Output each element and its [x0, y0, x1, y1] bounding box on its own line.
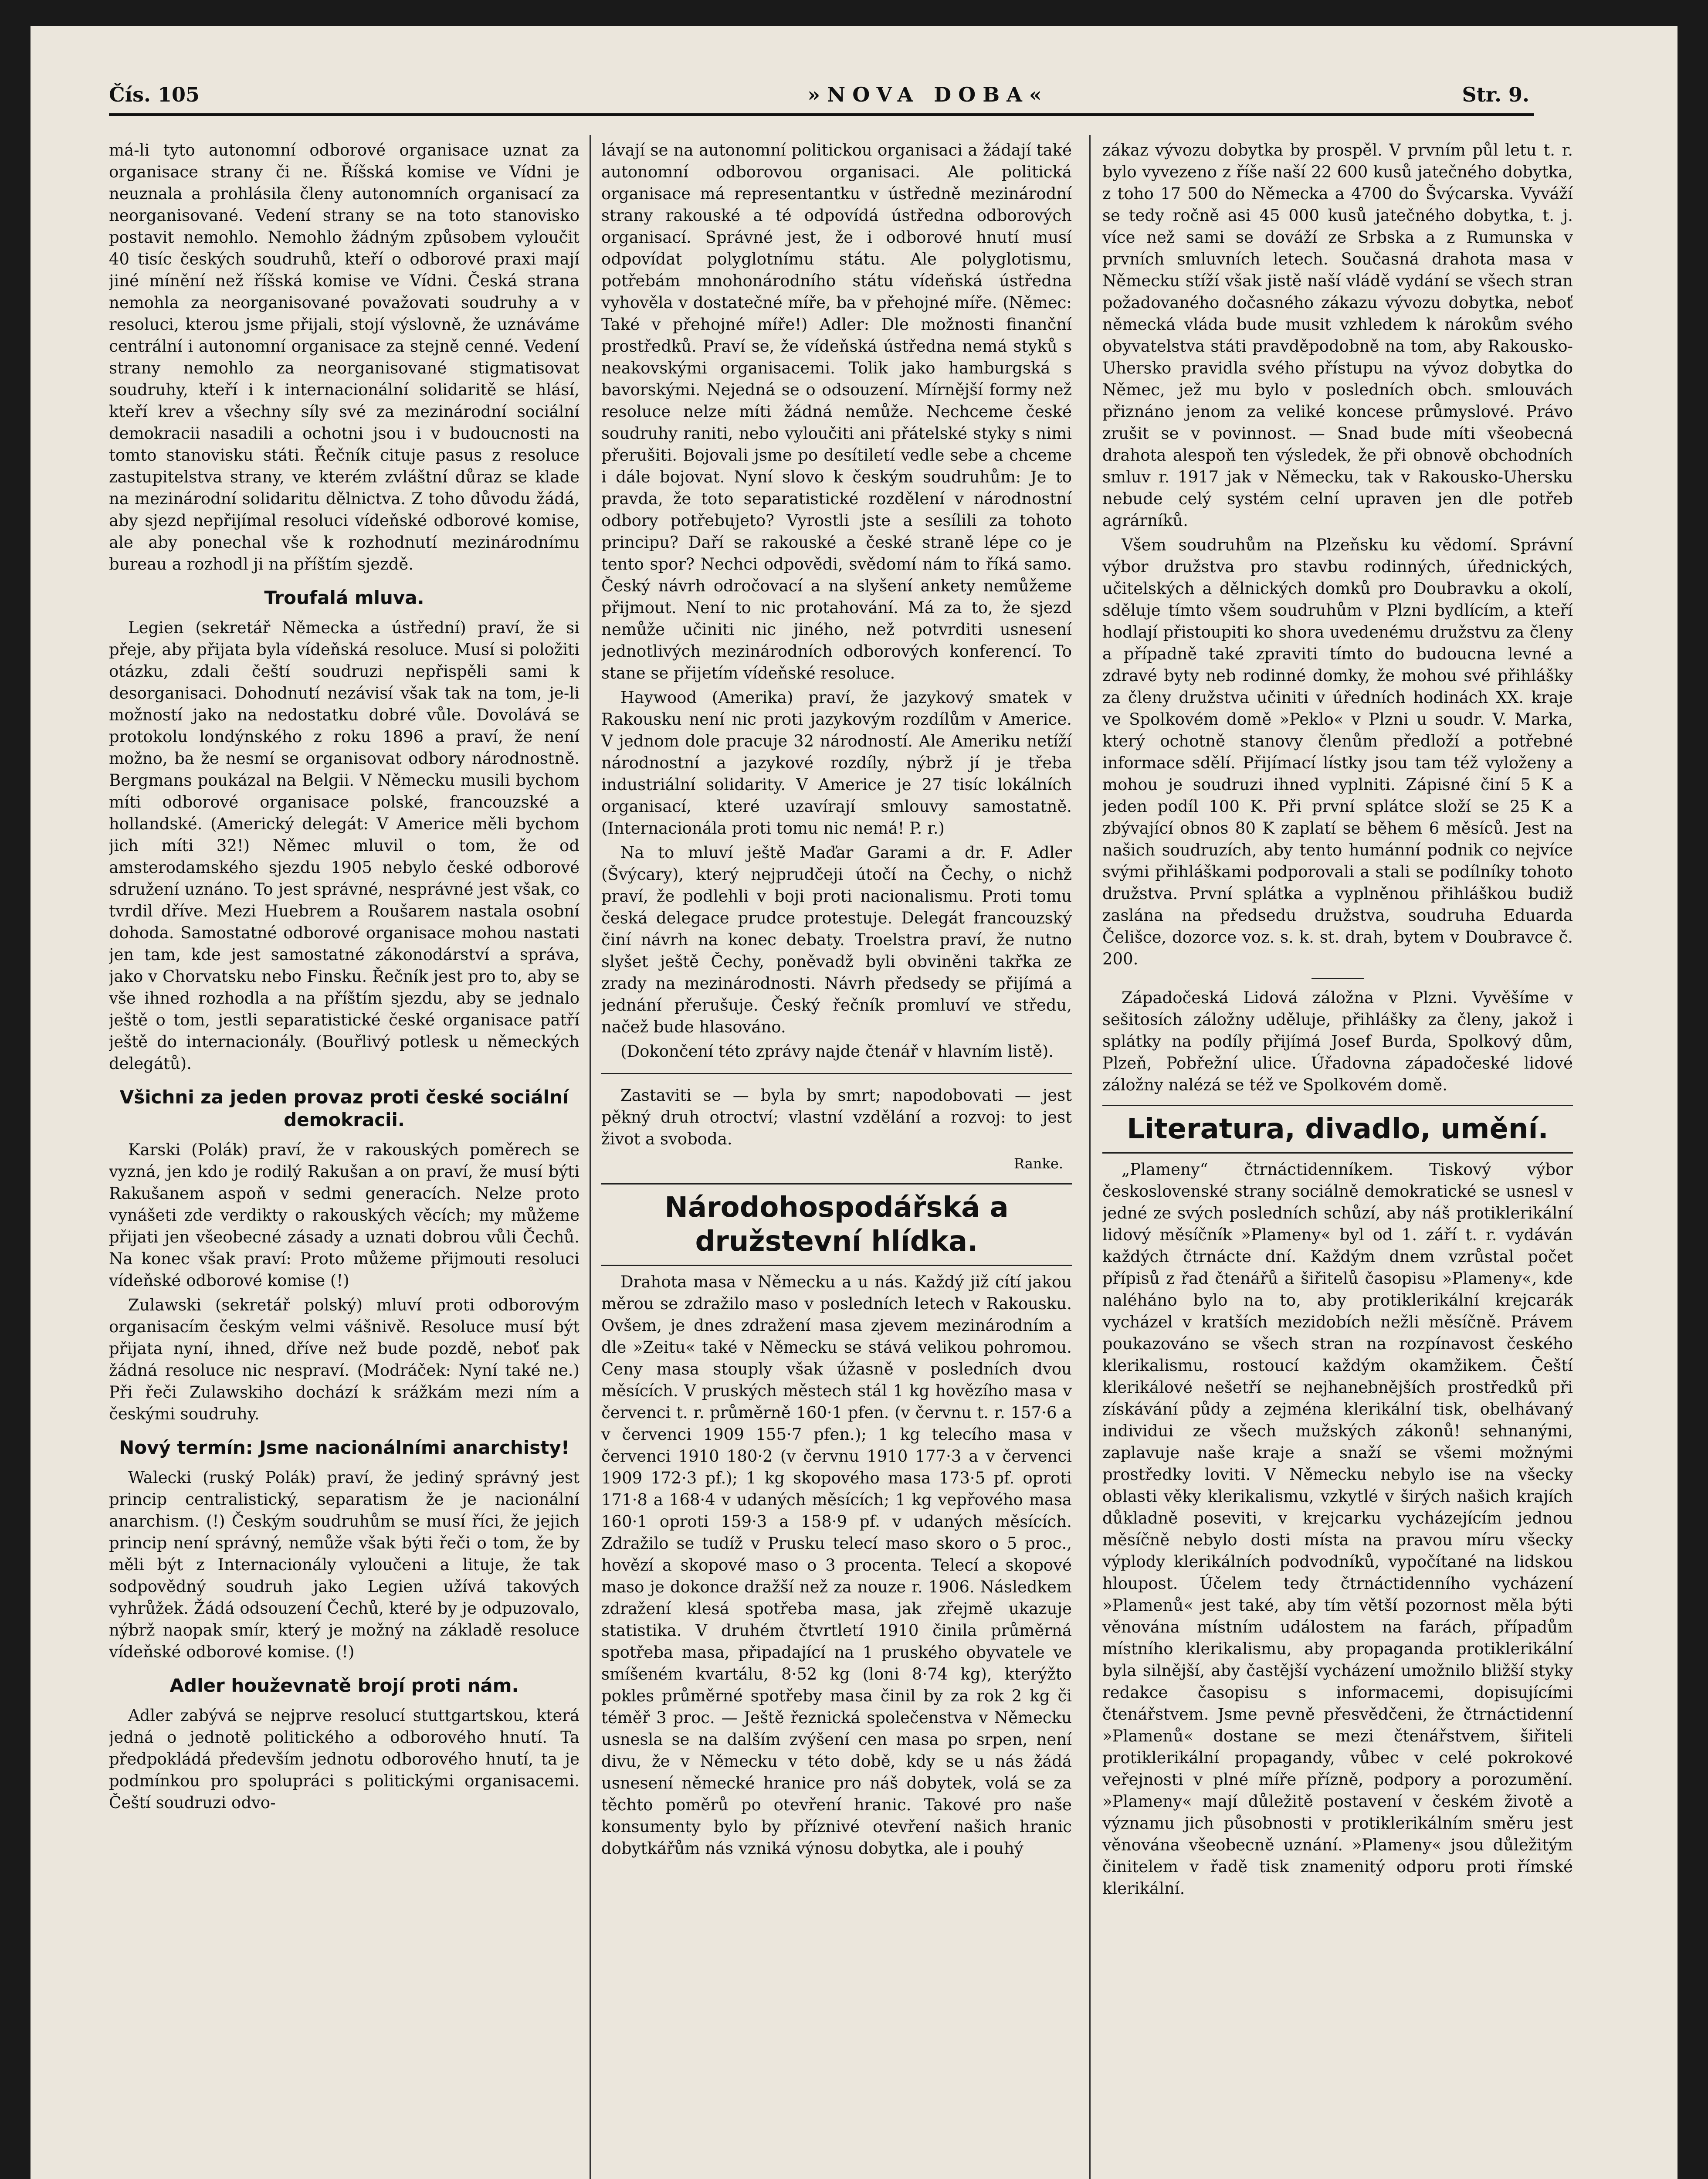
subheading: Všichni za jeden provaz proti české sociální demokracii. — [119, 1086, 569, 1130]
header-rule — [109, 113, 1534, 116]
page-number: Str. 9. — [1462, 83, 1529, 106]
column-2 — [601, 139, 1072, 2179]
column-3 — [1102, 139, 1573, 2179]
column-1 — [109, 139, 580, 2179]
article-paragraph: Legien (sekretář Německa a ústřední) praví, že si přeje, aby přijata byla vídeňská resoluce. Musí si položiti otázku, zdali čeští soudruzi nepřispěli sami k desorganisaci. Dohodnutí nezávisí však tak na tom, je-li možností jako na nedostatku dobré vůle. Dovolává se protokolu londýnského z roku 1896 a praví, že není možno, ba že nesmí se organisovat odbory národnostně. Bergmans poukázal na Belgii. V Německu musili bychom míti odborové organisace polské, francouzské a hollandské. (Americký delegát: V Americe měli bychom jich míti 32!) Němec mluvil o tom, že od amsterodamského sjezdu 1905 nebylo české odborové sdružení uznáno. To jest správné, nesprávné jest však, co tvrdil dříve. Mezi Huebrem a Roušarem nastala osobní dohoda. Samostatné odborové organisace mohou nastati jen tam, kde jest samostatné zákonodárství a správa, jako v Chorvatsku nebo Finsku. Řečník jest pro to, aby se vše ihned rozhodla a na příštím sjezdu, aby se jednalo ještě o tom, jestli separatistické české organisace patří ještě do internacionály. (Bouřlivý potlesk u německých delegátů). — [109, 618, 580, 1073]
article-paragraph: lávají se na autonomní politickou organisaci a žádají také autonomní odborovou organisaci. Ale politická organisace má representantku v ústředně mezinárodní strany rakouské a té odpovídá ústředna odborových organisací. Správné jest, že i odborové hnutí musí odpovídat polyglotnímu státu. Ale polyglotismu, potřebám mnohonárodního státu vídeňská ústředna vyhověla v dostatečné míře, ba v přehojné míře. (Němec: Také v přehojné míře!) Adler: Dle možnosti finanční prostředků. Praví se, že vídeňská ústředna nemá styků s neakovskými organisacemi. Tolik jako hamburgská s bavorskými. Nejedná se o odsouzení. Mírnější formy než resoluce nelze míti žádná nemůže. Nechceme české soudruhy raniti, nebo vyloučiti ani přátelské styky s nimi přerušiti. Bojovali jsme po desítiletí vedle sebe a chceme i dále bojovat. Nyní slovo k českým soudruhům: Je to pravda, že toto separatistické rozdělení v národnostní odbory potřebujeto? Vyrostli jste a sesílili za tohoto principu? Daří se rakouské a české straně lépe co je tento spor? Nechci odpovědi, svědomí nám to říká samo. Český návrh odročovací a na slyšení ankety nemůžeme přijmout. Není to nic protahování. Má za to, že sjezd nemůže učiniti nic jiného, než potvrditi usnesení jednotlivých mezinárodních odborových konferencí. To stane se přijetím vídeňské resoluce. — [601, 141, 1072, 682]
article-paragraph: Na to mluví ještě Maďar Garami a dr. F. Adler (Švýcary), který nejprudčeji útočí na Čechy, o nichž praví, že podlehli v boji proti nacionalismu. Proti tomu česká delegace prudce protestuje. Delegát francouzský činí návrh na konec debaty. Troelstra praví, že nutno slyšet ještě Čechy, poněvadž byli obviněni takřka ze zrady na mezinárodnosti. Návrh předsedy se přijímá a jednání přerušuje. Český řečník promluví ve středu, načež bude hlasováno. — [601, 843, 1072, 1036]
issue-number: Čís. 105 — [109, 83, 200, 106]
quote-author: Ranke. — [1013, 1155, 1063, 1172]
separator — [1312, 978, 1364, 979]
column-divider — [1089, 135, 1091, 2179]
article-paragraph: (Dokončení této zprávy najde čtenář v hlavním listě). — [620, 1042, 1054, 1061]
column-divider — [590, 135, 591, 2179]
article-paragraph: „Plameny“ čtrnáctidenníkem. Tiskový výbor československé strany sociálně demokratické se usnesl v jedné ze svých posledních schůzí, aby náš protiklerikální lidový měsíčník »Plameny« byl od 1. září t. r. vydáván každých čtrnácte dní. Každým dnem vzrůstal počet přípisů z řad čtenářů a šiřitelů časopisu »Plameny«, kde naléháno bylo na to, aby protiklerikální krejcarák vycházel v kratších mezidobích nežli měsíčně. Právem poukazováno se všech stran na rozpínavost českého klerikalismu, rostoucí každým okamžikem. Čeští klerikálové nešetří se nejhanebnějších prostředků při získávání půdy a zejména klerikální tisk, obelhávaný individui ze všech mužských zákonů! sehnanými, zaplavuje naše kraje a snaží se všemi možnými prostředky loviti. V Německu nebylo ise na všecky oblasti věky klerikalismu, vzkytlé v širých našich krajích důkladně poseviti, v krejcarku vycházejícím jednou měsíčně nebylo dosti místa na pravou míru všecky výplody klerikálních podvodníků, vypočítané na lidskou hloupost. Účelem tedy čtrnáctidenního vycházení »Plamenů« jest také, aby tím větší pozornost měla býti věnována místním událostem na farách, případům místního klerikalismu, aby propaganda protiklerikální byla silnější, aby častější vycházení umožnilo bližší styky redakce časopisu s informacemi, dopisujícími čtenářstvem. Jsme pevně přesvědčeni, že čtrnáctidenní »Plamenů« dostane se mezi čtenářstvem, šiřiteli protiklerikální propagandy, vůbec v celé pokrokové veřejnosti v plné míře přízně, podpory a porozumění. »Plameny« mají důležitě postavení v českém životě a významu jich působnosti v protiklerikálním směru jest věnována všeobecně uznání. »Plameny« jsou důležitým činitelem v řadě tisk znamenitý odporu proti římské klerikální. — [1102, 1160, 1573, 1898]
article-paragraph: zákaz vývozu dobytka by prospěl. V prvním půl letu t. r. bylo vyvezeno z říše naší 22 600 kusů jatečného dobytka, z toho 17 500 do Německa a 4700 do Švýcarska. Vyváží se tedy ročně asi 45 000 kusů jatečného dobytka, t. j. více než sami se dováží ze Srbska a z Rumunska v prvních smluvních letech. Současná drahota masa v Německu stíží však jistě naší vládě vydání se všech stran požadovaného dočasného zákazu vývozu dobytka, neboť německá vláda bude musit vzhledem k nárokům svého obyvatelstva státi pravděpodobně na tom, aby Rakousko-Uhersko pravidla svého přístupu na vývoz dobytka do Němec, jež mu bylo v posledních obch. smlouvách přiznáno jenom za veliké koncese průmyslové. Právo zrušit se v povinnost. — Snad bude míti všeobecná drahota alespoň ten výsledek, že při obnově obchodních smluv r. 1917 jak v Německu, tak v Rakousko-Uhersku nebude celý systém celní upraven jen dle potřeb agrárníků. — [1102, 141, 1573, 530]
section-heading: Literatura, divadlo, umění. — [1102, 1105, 1573, 1154]
article-paragraph: Drahota masa v Německu a u nás. Každý již cítí jakou měrou se zdražilo maso v posledních letech v Rakousku. Ovšem, je dnes zdražení masa zjevem mezinárodním a dle »Zeitu« také v Německu se stává velikou pohromou. Ceny masa stouply však úžasně v posledních dvou měsících. V pruských městech stál 1 kg hovězího masa v červenci t. r. průměrně 160·1 pfen. (v červnu t. r. 157·6 a v červenci 1909 155·7 pfen.); 1 kg telecího masa v červenci 1910 180·2 (v červnu 1910 177·3 a v červenci 1909 172·3 pf.); 1 kg skopového masa 173·5 pf. oproti 171·8 a 168·4 v udaných měsících; 1 kg vepřového masa 160·1 oproti 159·3 a 158·9 pf. v udaných měsících. Zdražilo se tudíž v Prusku telecí maso skoro o 5 proc., hovězí a skopové maso o 3 procenta. Telecí a skopové maso je dokonce dražší než za nouze r. 1906. Následkem zdražení klesá spotřeba masa, jak zřejmě ukazuje statistika. V druhém čtvrtletí 1910 činila průměrná spotřeba masa, připadající na 1 pruského obyvatele ve smíšeném kvartálu, 8·52 kg (loni 8·74 kg), kterýžto pokles průměrné spotřeby masa činil by za rok 2 kg či téměř 3 proc. — Ještě řeznická společenstva v Německu usnesla se na dalším zvýšení cen masa po srpen, není divu, že v Německu v této době, kdy se u nás žádá usnesení německé hranice pro náš dobytek, volá se za těchto poměrů po otevření hranic. Takové pro naše konsumenty bylo by příznivé otevření našich hranic dobytkářům nás vzniká výnosu dobytka, ale i pouhý — [601, 1273, 1072, 1858]
subheading: Troufalá mluva. — [264, 587, 424, 608]
article-paragraph: Karski (Polák) praví, že v rakouských poměrech se vyzná, jen kdo je rodilý Rakušan a on praví, že musí býti Rakušanem aspoň v sedmi generacích. Nelze proto vynášeti zde verdikty o rakouských věcích; my můžeme přijati jen všeobecné zásady a uznati dobrou vůli Čechů. Na konec však praví: Proto můžeme přijmouti resoluci vídeňské odborové komise (!) — [109, 1140, 580, 1290]
article-paragraph: Adler zabývá se nejprve resolucí stuttgartskou, která jedná o jednotě politického a odborového hnutí. Ta předpokládá především jednotu odborového hnutí, ta je podmínkou pro spolupráci s politickými organisacemi. Čeští soudruzi odvo- — [109, 1706, 580, 1812]
article-paragraph: má-li tyto autonomní odborové organisace uznat za organisace strany či ne. Říšská komise ve Vídni je neuznala a prohlásila členy autonomních organisací za neorganisované. Vedení strany se na toto stanovisko postavit nemohlo. Nemohlo žádným způsobem vyloučit 40 tisíc českých soudruhů, kteří o odborové praxi mají jiné mínění než říšská komise ve Vídni. Česká strana nemohla za neorganisované považovati soudruhy a v resoluci, kterou jsme přijali, stojí výslovně, že uznáváme centrální i autonomní organisace za stejně cenné. Vedení strany nemohlo za neorganisované stigmatisovat soudruhy, kteří i k internacionální solidaritě se hlásí, kteří krev a všechny síly své za mezinárodní sociální demokracii nasadili a ochotni jsou i v budoucnosti na tomto stanovisku státi. Řečník cituje pasus z resoluce zastupitelstva strany, ve kterém zvláštní důraz se klade na mezinárodní solidaritu dělnictva. Z toho důvodu žádá, aby sjezd nepřijímal resoluci vídeňské odborové komise, ale aby ponechal vše k rozhodnutí mezinárodnímu bureau a rozhodl ji na příštím sjezdě. — [109, 141, 580, 574]
masthead-title: »NOVA DOBA« — [807, 83, 1049, 106]
subheading: Nový termín: Jsme nacionálními anarchisty! — [119, 1437, 569, 1458]
section-heading: Národohospodářská a družstevní hlídka. — [601, 1183, 1072, 1266]
article-paragraph: Walecki (ruský Polák) praví, že jediný správný jest princip centralistický, separatism že je nacionální anarchism. (!) Českým soudruhům se musí říci, že jejich princip není správný, nemůže však býti řeči o tom, že by měli být z Internacionály vyloučeni a lituje, že tak sodpovědný soudruh jako Legien užívá takových vyhrůžek. Žádá odsouzení Čechů, které by je odpuzovalo, nýbrž naopak smír, který je možný na základě resoluce vídeňské odborové komise. (!) — [109, 1468, 580, 1661]
article-paragraph: Zulawski (sekretář polský) mluví proti odborovým organisacím českým velmi vášnivě. Resoluce musí být přijata nyní, ihned, dříve než bude pozdě, neboť pak žádná resoluce nic nespraví. (Modráček: Nyní také ne.) Při řeči Zulawskiho dochází k srážkám mezi ním a českými soudruhy. — [109, 1296, 580, 1423]
section-rule — [601, 1073, 1072, 1074]
quote-paragraph: Zastaviti se — byla by smrt; napodobovati — jest pěkný druh otroctví; vlastní vzdělání a rozvoj: to jest život a svoboda. — [601, 1086, 1072, 1148]
article-paragraph: Všem soudruhům na Plzeňsku ku vědomí. Správní výbor družstva pro stavbu rodinných, úřednických, učitelských a dělnických domků pro Doubravku a okolí, sděluje tímto všem soudruhům v Plzni bydlícím, a kteří hodlají přistoupiti ko shora uvedenému družstvu za členy a případně také zpraviti tímto do budoucna levné a zdravé byty neb rodinné domky, že mohou své přihlášky za členy družstva učiniti v úředních hodinách XX. kraje ve Spolkovém domě »Peklo« v Plzni u soudr. V. Marka, který ochotně stanovy členům předloží a potřebné informace sdělí. Přijímací lístky jsou tam též vyloženy a mohou je soudruzi ihned vyplniti. Zápisné činí 5 K a jeden podíl 100 K. Při první splátce složí se 25 K a zbývající obnos 80 K zaplatí se během 6 měsíců. Jest na našich soudruzích, aby tento humánní podnik co nejvíce svými přihláškami podporovali a stali se podílníky tohoto družstva. První splátka a vyplněnou přihláškou budiž zaslána na předsedu družstva, soudruha Eduarda Čelišce, dozorce voz. s. k. st. drah, bytem v Doubravce č. 200. — [1102, 536, 1573, 968]
article-paragraph: Haywood (Amerika) praví, že jazykový smatek v Rakousku není nic proti jazykovým rozdílům v Americe. V jednom dole pracuje 32 národností. Ale Ameriku netíží národnostní a jazykové rozdíly, nýbrž jí je třeba industriální solidarity. V Americe je 27 tisíc lokálních organisací, které uzavírají smlouvy samostatně. (Internacionála proti tomu nic nemá! P. r.) — [601, 688, 1072, 838]
subheading: Adler houževnatě brojí proti nám. — [169, 1675, 519, 1696]
newspaper-page — [30, 26, 1678, 2179]
article-paragraph: Západočeská Lidová záložna v Plzni. Vyvěšíme v sešitosích záložny uděluje, přihlášky za členy, jakož i splátky na podíly přijímá Josef Burda, Spolkový dům, Plzeň, Pobřežní ulice. Úřadovna západočeské lidové záložny nalézá se též ve Spolkovém domě. — [1102, 988, 1573, 1094]
